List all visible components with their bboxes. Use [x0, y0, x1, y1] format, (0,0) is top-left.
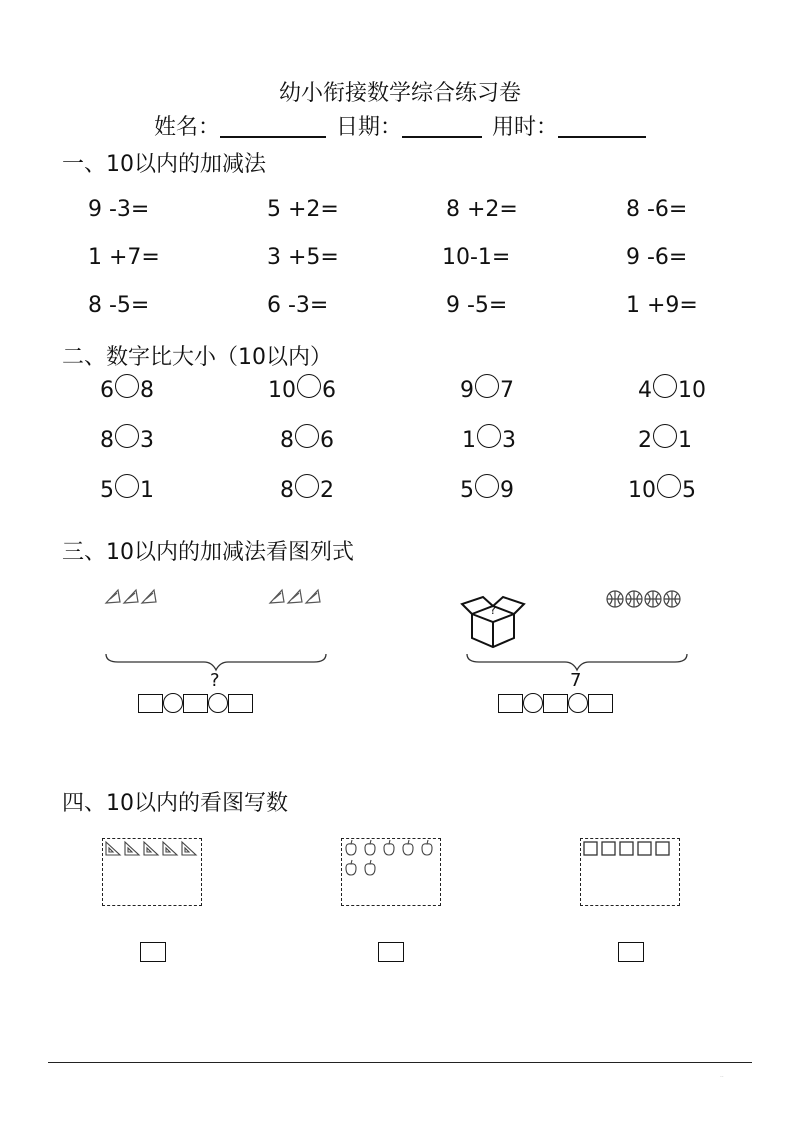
date-blank[interactable] [402, 114, 482, 138]
compare-circle[interactable] [475, 374, 499, 398]
answer-box[interactable] [378, 942, 404, 962]
mystery-box-icon [460, 592, 526, 650]
page-title: 幼小衔接数学综合练习卷 [278, 81, 521, 106]
student-info-line [0, 110, 800, 141]
equation: 6 -3= [267, 293, 329, 318]
answer-box[interactable] [588, 694, 613, 713]
answer-box[interactable] [543, 694, 568, 713]
svg-text:?: ? [489, 603, 497, 617]
time-blank[interactable] [558, 114, 646, 138]
equation: 3 +5= [267, 245, 339, 270]
section-2-heading: 二、数字比大小（10以内） [62, 345, 332, 370]
compare-circle[interactable] [115, 374, 139, 398]
compare-circle[interactable] [657, 474, 681, 498]
equation-template [138, 693, 253, 713]
basketball-icon [606, 589, 686, 609]
equation: 8 +2= [446, 197, 518, 222]
equation-template [498, 693, 613, 713]
comparison-item: 1 3 [462, 424, 516, 454]
equation: 9 -6= [626, 245, 688, 270]
compare-circle[interactable] [295, 474, 319, 498]
total-label: 7 [570, 670, 582, 691]
comparison-item: 8 2 [280, 474, 334, 504]
date-label: 日期： [335, 115, 402, 140]
compare-circle[interactable] [115, 424, 139, 448]
compare-circle[interactable] [653, 424, 677, 448]
answer-box[interactable] [618, 942, 644, 962]
operator-circle[interactable] [208, 693, 228, 713]
name-label: 姓名： [153, 115, 220, 140]
comparison-item: 5 1 [100, 474, 154, 504]
operator-circle[interactable] [163, 693, 183, 713]
triangle-ruler-icon [104, 839, 200, 859]
equation: 1 +9= [626, 293, 698, 318]
answer-box[interactable] [140, 942, 166, 962]
answer-box[interactable] [228, 694, 253, 713]
footer-divider [48, 1062, 752, 1063]
comparison-item: 8 3 [100, 424, 154, 454]
equation: 5 +2= [267, 197, 339, 222]
apple-icon [343, 839, 439, 879]
answer-box[interactable] [498, 694, 523, 713]
equation: 1 +7= [88, 245, 160, 270]
compare-circle[interactable] [295, 424, 319, 448]
operator-circle[interactable] [568, 693, 588, 713]
compare-circle[interactable] [653, 374, 677, 398]
compare-circle[interactable] [477, 424, 501, 448]
comparison-item: 6 8 [100, 374, 154, 404]
section-1-heading: 一、10以内的加减法 [62, 152, 266, 177]
equation: 10-1= [442, 245, 511, 270]
equation: 9 -5= [446, 293, 508, 318]
equation: 8 -5= [88, 293, 150, 318]
equation: 9 -3= [88, 197, 150, 222]
compare-circle[interactable] [115, 474, 139, 498]
footer-mark: ·· [720, 1074, 724, 1081]
square-icon [583, 841, 677, 859]
compare-circle[interactable] [475, 474, 499, 498]
comparison-item: 4 10 [638, 374, 706, 404]
equation: 8 -6= [626, 197, 688, 222]
section-4-heading: 四、10以内的看图写数 [62, 791, 288, 816]
compare-circle[interactable] [297, 374, 321, 398]
set-square-icon [268, 587, 324, 607]
comparison-item: 2 1 [638, 424, 692, 454]
comparison-item: 8 6 [280, 424, 334, 454]
answer-box[interactable] [138, 694, 163, 713]
time-label: 用时： [492, 115, 559, 140]
comparison-item: 5 9 [460, 474, 514, 504]
total-label: ? [210, 670, 220, 691]
answer-box[interactable] [183, 694, 208, 713]
section-3-heading: 三、10以内的加减法看图列式 [62, 540, 354, 565]
name-blank[interactable] [220, 114, 326, 138]
comparison-item: 9 7 [460, 374, 514, 404]
set-square-icon [104, 587, 160, 607]
operator-circle[interactable] [523, 693, 543, 713]
comparison-item: 10 5 [628, 474, 696, 504]
comparison-item: 10 6 [268, 374, 336, 404]
